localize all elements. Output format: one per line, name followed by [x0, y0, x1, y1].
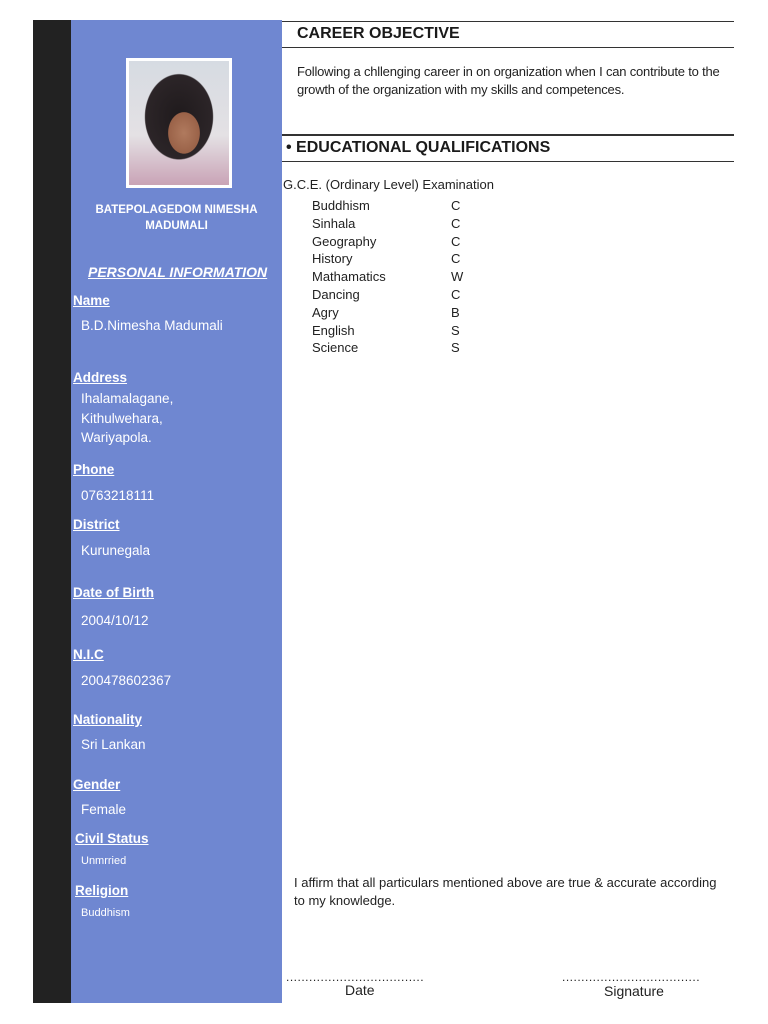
subject-grade: C	[451, 233, 461, 249]
address-line: Wariyapola.	[81, 430, 152, 445]
subject-grade: S	[451, 322, 460, 338]
career-objective-text: Following a chllenging career in on organization when I can contribute to the growth of the organization with my skills and competences.	[297, 64, 720, 97]
nic-label: N.I.C	[73, 647, 104, 662]
dob-label: Date of Birth	[73, 585, 154, 600]
civil-status-label: Civil Status	[75, 831, 149, 846]
subject-row	[312, 215, 471, 233]
gender-label: Gender	[73, 777, 121, 792]
nationality-value: Sri Lankan	[81, 737, 146, 752]
affirmation-text: I affirm that all particulars mentioned above are true & accurate according to my knowledge.	[294, 875, 717, 908]
career-objective-heading: CAREER OBJECTIVE	[297, 25, 460, 42]
religion-value: Buddhism	[81, 907, 130, 919]
address-line: Kithulwehara,	[81, 410, 163, 426]
subject-name: Agry	[312, 304, 339, 320]
subject-name: Buddhism	[312, 198, 370, 213]
nic-value: 200478602367	[81, 673, 172, 688]
subject-name: Science	[312, 340, 359, 356]
profile-photo	[129, 61, 229, 185]
subject-row	[312, 197, 471, 215]
left-dark-strip	[33, 20, 71, 1003]
subject-row	[312, 250, 471, 268]
signature-label: Signature	[604, 983, 664, 999]
subject-grade: C	[451, 286, 461, 302]
address-label: Address	[73, 370, 128, 385]
subject-name: Dancing	[312, 286, 360, 302]
divider	[282, 47, 734, 48]
religion-label: Religion	[75, 883, 129, 898]
name-label: Name	[73, 293, 110, 308]
subject-name: History	[312, 251, 353, 267]
date-label: Date	[345, 982, 375, 998]
nationality-label: Nationality	[73, 712, 143, 727]
signature-line: ....................................	[562, 970, 701, 984]
gender-value: Female	[81, 802, 127, 817]
exam-title: G.C.E. (Ordinary Level) Examination	[283, 177, 494, 192]
subject-row	[312, 339, 471, 357]
subject-grade: S	[451, 340, 460, 356]
subject-name: Mathamatics	[312, 269, 386, 285]
subject-row	[312, 322, 471, 340]
district-label: District	[73, 517, 120, 532]
divider	[282, 134, 734, 136]
profile-photo-frame	[126, 58, 232, 188]
subject-row	[312, 304, 471, 322]
subject-grade: B	[451, 304, 460, 320]
subject-list	[312, 197, 471, 357]
subject-grade: C	[451, 198, 461, 213]
personal-info-title: PERSONAL INFORMATION	[88, 264, 268, 280]
candidate-name: BATEPOLAGEDOM NIMESHA MADUMALI	[95, 204, 258, 232]
subject-name: English	[312, 322, 355, 338]
phone-label: Phone	[73, 462, 115, 477]
subject-row	[312, 233, 471, 251]
dob-value: 2004/10/12	[81, 613, 149, 628]
civil-status-value: Unmrried	[81, 855, 127, 867]
subject-name: Sinhala	[312, 215, 356, 231]
educational-qualifications-heading: • EDUCATIONAL QUALIFICATIONS	[286, 139, 551, 156]
date-line: ....................................	[286, 970, 425, 984]
address-value	[81, 389, 173, 448]
subject-grade: C	[451, 251, 461, 267]
subject-grade: W	[451, 269, 464, 285]
divider	[282, 21, 734, 22]
subject-row	[312, 286, 471, 304]
divider	[282, 161, 734, 162]
sidebar	[71, 20, 282, 1003]
district-value: Kurunegala	[81, 543, 151, 558]
name-value: B.D.Nimesha Madumali	[81, 318, 223, 333]
subject-row	[312, 268, 471, 286]
phone-value: 0763218111	[81, 488, 155, 503]
subject-name: Geography	[312, 233, 377, 249]
subject-grade: C	[451, 215, 461, 231]
address-line: Ihalamalagane,	[81, 391, 174, 406]
